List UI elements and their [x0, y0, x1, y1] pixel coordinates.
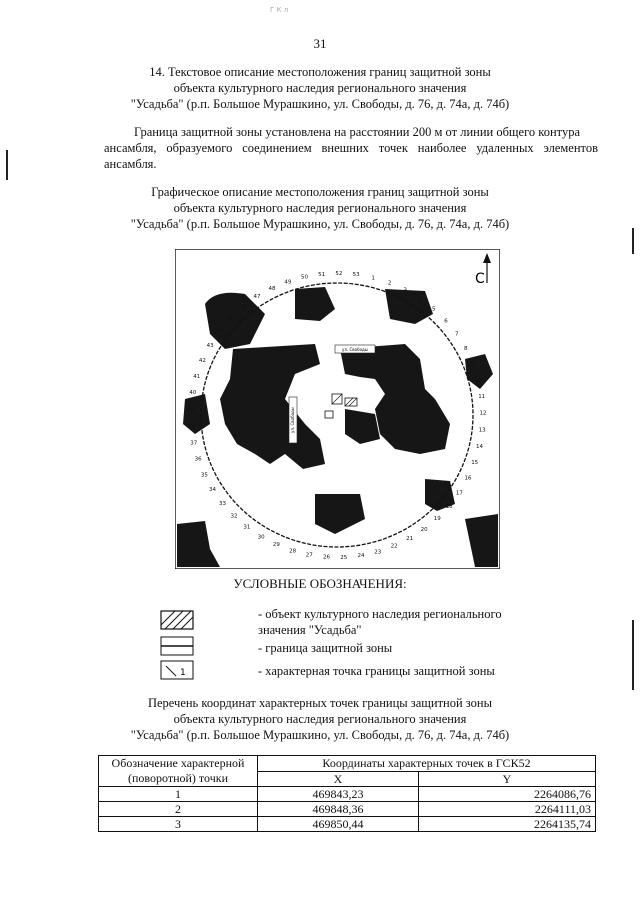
boundary-point-label: 51	[318, 271, 326, 278]
list-title-line: Перечень координат характерных точек границы защитной зоны	[147, 696, 493, 710]
boundary-point-label: 17	[455, 490, 463, 497]
boundary-point-label: 23	[374, 549, 382, 556]
boundary-point-label: 39	[187, 407, 195, 413]
boundary-point-label: 14	[476, 444, 483, 450]
boundary-point-label: 30	[257, 534, 265, 541]
boundary-point-label: 22	[390, 543, 398, 550]
left-margin-line	[6, 150, 8, 180]
section-title-line: "Усадьба" (р.п. Большое Мурашкино, ул. Свободы, д. 76, д. 74а, д. 74б)	[130, 97, 510, 111]
boundary-point-label: 38	[187, 423, 195, 430]
boundary-point-label: 46	[239, 304, 247, 311]
boundary-point-label: 36	[194, 456, 202, 463]
boundary-point-label: 33	[219, 501, 226, 507]
boundary-point-label: 34	[209, 487, 216, 494]
boundary-point-label: 53	[352, 272, 360, 279]
boundary-point-label: 8	[464, 346, 468, 353]
y-cell: 2264111,03	[418, 802, 595, 817]
boundary-point-label: 50	[301, 274, 308, 281]
boundary-point-label: 31	[243, 524, 251, 531]
section-title-line: объекта культурного наследия регионального значения	[173, 81, 467, 95]
legend-heritage-line: значения "Усадьба"	[258, 623, 362, 637]
section-title-line: 14. Текстовое описание местоположения границ защитной зоны	[149, 65, 491, 79]
north-label: С	[475, 271, 485, 287]
graphic-title-line: объекта культурного наследия регионального значения	[173, 201, 467, 215]
paragraph-line: ансамбля, образуемого соединением внешних точек наиболее удаленных элементов	[104, 141, 598, 155]
boundary-point-label: 28	[289, 548, 297, 555]
scan-mark: Г К л	[270, 6, 289, 14]
boundary-point-label: 48	[268, 285, 276, 292]
table-row	[99, 802, 596, 817]
boundary-point-label: 49	[284, 279, 292, 286]
boundary-point-label: 21	[406, 536, 414, 543]
boundary-point-label: 44	[216, 328, 223, 335]
legend-heritage-text	[258, 606, 502, 638]
legend-boundary-swatch	[160, 636, 194, 656]
boundary-point-label: 32	[230, 513, 238, 520]
boundary-point-label: 45	[227, 315, 235, 322]
boundary-point-label: 10	[474, 377, 482, 384]
y-cell: 2264086,76	[418, 787, 595, 802]
boundary-point-label: 20	[420, 527, 428, 533]
graphic-title	[0, 184, 640, 232]
list-title-line: "Усадьба" (р.п. Большое Мурашкино, ул. Свободы, д. 76, д. 74а, д. 74б)	[130, 728, 510, 742]
point-cell: 2	[99, 802, 258, 817]
boundary-point-label: 12	[479, 410, 487, 417]
x-cell: 469850,44	[258, 817, 419, 832]
boundary-point-label: 1	[371, 275, 375, 282]
boundary-point-label: 16	[464, 475, 472, 482]
paragraph-line: ансамбля.	[104, 157, 157, 171]
legend-point-swatch	[160, 660, 194, 680]
boundary-point-label: 40	[189, 390, 197, 397]
table-row	[99, 817, 596, 832]
point-column-header: Обозначение характерной (поворотной) точки	[99, 756, 258, 787]
list-title-line: объекта культурного наследия регионального значения	[173, 712, 467, 726]
boundary-point-label: 9	[471, 361, 475, 368]
boundary-point-label: 29	[272, 542, 280, 549]
legend-point-number: 1	[180, 668, 186, 678]
boundary-point-label: 3	[403, 287, 408, 294]
boundary-point-label: 52	[335, 271, 343, 277]
boundary-point-label: 42	[198, 357, 206, 364]
coordinates-group-header: Координаты характерных точек в ГСК52	[258, 756, 596, 772]
boundary-point-label: 11	[478, 393, 486, 400]
coordinates-table	[98, 755, 596, 832]
graphic-title-line: "Усадьба" (р.п. Большое Мурашкино, ул. Свободы, д. 76, д. 74а, д. 74б)	[130, 217, 510, 231]
boundary-point-label: 25	[340, 554, 348, 561]
point-cell: 1	[99, 787, 258, 802]
boundary-point-label: 6	[444, 318, 448, 325]
paragraph-line: Граница защитной зоны установлена на расстоянии 200 м от линии общего контура	[134, 125, 581, 139]
legend-title: УСЛОВНЫЕ ОБОЗНАЧЕНИЯ:	[233, 576, 407, 591]
legend-point-text: - характерная точка границы защитной зоны	[258, 664, 495, 678]
boundary-point-label: 35	[200, 472, 208, 479]
y-cell: 2264135,74	[418, 817, 595, 832]
point-cell: 3	[99, 817, 258, 832]
boundary-point-label: 7	[454, 331, 459, 338]
section-title	[0, 64, 640, 112]
protection-zone-map	[175, 249, 500, 569]
graphic-title-line: Графическое описание местоположения границ защитной зоны	[151, 185, 489, 199]
boundary-point-label: 37	[190, 440, 198, 447]
coordinates-list-title	[0, 695, 640, 743]
page-number: 31	[313, 36, 327, 51]
boundary-point-label: 41	[193, 373, 201, 380]
boundary-point-label: 47	[253, 294, 261, 301]
boundary-point-label: 4	[418, 296, 422, 303]
x-column-header: X	[258, 771, 419, 787]
boundary-point-label: 13	[478, 427, 486, 434]
x-cell: 469848,36	[258, 802, 419, 817]
legend-heritage-swatch	[160, 610, 194, 630]
boundary-point-label: 18	[445, 503, 453, 510]
boundary-point-label: 2	[387, 280, 392, 287]
description-paragraph	[104, 124, 598, 172]
boundary-point-label: 27	[305, 552, 313, 559]
boundary-point-label: 43	[206, 342, 214, 349]
table-row	[99, 787, 596, 802]
y-column-header: Y	[418, 771, 595, 787]
x-cell: 469843,23	[258, 787, 419, 802]
boundary-point-label: 26	[323, 554, 330, 561]
boundary-point-label: 19	[433, 516, 441, 523]
boundary-point-label: 24	[357, 553, 365, 560]
street-label: ул. Свободы	[342, 347, 368, 352]
boundary-point-label: 5	[431, 306, 436, 313]
boundary-point-label: 15	[471, 460, 479, 467]
street-label: ул. Свободы	[290, 407, 295, 433]
legend-heritage-line: - объект культурного наследия регионального	[258, 607, 502, 621]
legend-boundary-text: - граница защитной зоны	[258, 641, 393, 655]
right-margin-line-lower	[632, 620, 634, 690]
